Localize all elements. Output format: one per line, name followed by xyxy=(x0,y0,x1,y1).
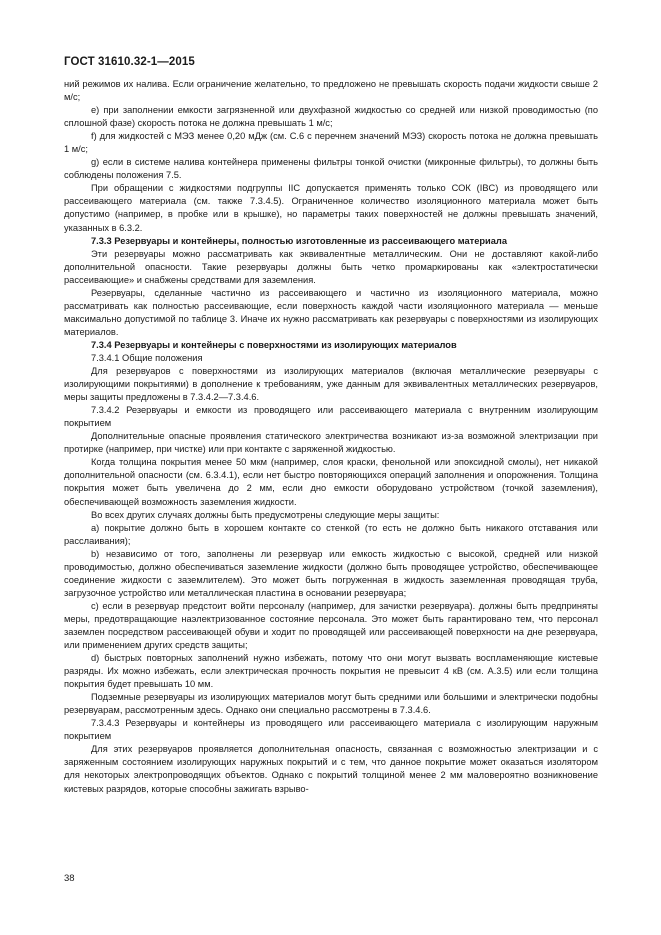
paragraph: ний режимов их налива. Если ограничение желательно, то предложено не превышать скорость подачи жидкости свыше 2 м/с; xyxy=(64,79,598,103)
paragraph: Эти резервуары можно рассматривать как эквивалентные металлическим. Они не доставляют какой-либо дополнительной опасности. Такие резервуары должны быть четко промаркированы как «электростатически рассеивающие» и снабжены средствами для заземления. xyxy=(64,248,598,285)
document-body xyxy=(64,78,598,796)
paragraph: c) если в резервуар предстоит войти персоналу (например, для зачистки резервуара). должны быть предприняты меры, предотвращающие наэлектризованное состояние персонала. Это может быть гарантировано тем, что персонал заземлен посредством рассеивающей обуви и ходит по проводящей или рассеивающей поверхности на дне резервуара, или применением других средств защиты; xyxy=(64,600,598,651)
paragraph: Резервуары, сделанные частично из рассеивающего и частично из изоляционного материала, можно рассматривать как полностью рассеивающие, если поверхность каждой части изоляционного материала — меньше максимально допустимой по таблице 3. Иначе их нужно рассматривать как резервуары с поверхностями из изолирующих материалов. xyxy=(64,287,598,337)
paragraph: 7.3.4.1 Общие положения xyxy=(91,352,203,363)
paragraph: 7.3.4.3 Резервуары и контейнеры из проводящего или рассеивающего материала с изолирующим наружным покрытием xyxy=(64,718,598,742)
paragraph: g) если в системе налива контейнера применены фильтры тонкой очистки (микронные фильтры), то должны быть соблюдены положения 7.5. xyxy=(64,157,598,181)
paragraph: Для этих резервуаров проявляется дополнительная опасность, связанная с возможностью электризации и с заряженным состоянием изолирующих наружных покрытий и с тем, что данное покрытие может оказаться изолятором для некоторых электропроводящих объектов. Однако с покрытий толщиной менее 2 мм маловероятно возникновение кистевых разрядов, которые способны зажигать взрыво- xyxy=(64,744,598,794)
paragraph: e) при заполнении емкости загрязненной или двухфазной жидкостью со средней или низкой проводимостью (по сплошной фазе) скорость потока не должна превышать 1 м/с; xyxy=(64,105,598,129)
paragraph: Во всех других случаях должны быть предусмотрены следующие меры защиты: xyxy=(91,509,440,520)
page-number: 38 xyxy=(64,873,75,884)
paragraph: Дополнительные опасные проявления статического электричества возникают из-за возможной электризации при протирке (например, при чистке) или при контакте с заряженной жидкостью. xyxy=(64,431,598,455)
paragraph: Подземные резервуары из изолирующих материалов могут быть средними или большими и электрически подобны резервуарам, рассмотренным здесь. Однако они специально рассмотрены в 7.3.4.6. xyxy=(64,692,598,716)
paragraph: f) для жидкостей с МЭЗ менее 0,20 мДж (см. С.6 с перечнем значений МЭЗ) скорость потока не должна превышать 1 м/с; xyxy=(64,131,598,155)
paragraph: При обращении с жидкостями подгруппы IIC допускается применять только СОК (IBC) из проводящего или рассеивающего материала (см. также 7.3.4.5). Ограниченное количество изоляционного материала может быть допустимо (например, в пробке или в крышке), но параметры таких поверхностей не должны превышать значений, указанных в 6.3.2. xyxy=(64,183,598,233)
paragraph: Когда толщина покрытия менее 50 мкм (например, слоя краски, фенольной или эпоксидной смолы), нет никакой дополнительной опасности (см. 6.3.4.1), если нет быстро повторяющихся операций заполнения и опорожнения. Толщина покрытия может быть увеличена до 2 мм, если дно емкости оборудовано устройством (точкой заземления), обеспечивающей возможность заземления жидкости. xyxy=(64,457,598,507)
paragraph: 7.3.4.2 Резервуары и емкости из проводящего или рассеивающего материала с внутренним изолирующим покрытием xyxy=(64,405,598,429)
section-heading: 7.3.3 Резервуары и контейнеры, полностью изготовленные из рассеивающего материала xyxy=(91,235,508,246)
paragraph: Для резервуаров с поверхностями из изолирующих материалов (включая металлические резервуары с изолирующими покрытиями) в дополнение к требованиям, уже данным для эквивалентных металлических резервуаров, меры защиты предложены в 7.3.4.2—7.3.4.6. xyxy=(64,366,598,403)
paragraph: d) быстрых повторных заполнений нужно избежать, потому что они могут вызвать воспламеняющие кистевые разряды. Их можно избежать, если электрическая прочность покрытия не превысит 4 кВ (см. А.3.5) или если толщина покрытия будет превышать 10 мм. xyxy=(64,653,598,690)
paragraph: b) независимо от того, заполнены ли резервуар или емкость жидкостью с высокой, средней или низкой проводимостью, должно обеспечиваться заземление жидкости (должно быть проводящее устройство, обеспечивающее соединение жидкости с заземлителем). Это может быть погруженная в жидкость заземленная проводящая труба, загрузочное устройство или металлическая пластина в основании резервуара; xyxy=(64,548,598,598)
section-heading: 7.3.4 Резервуары и контейнеры с поверхностями из изолирующих материалов xyxy=(91,339,457,350)
paragraph: a) покрытие должно быть в хорошем контакте со стенкой (то есть не должно быть никакого отставания или расслаивания); xyxy=(64,522,598,546)
document-header: ГОСТ 31610.32-1—2015 xyxy=(64,56,195,68)
